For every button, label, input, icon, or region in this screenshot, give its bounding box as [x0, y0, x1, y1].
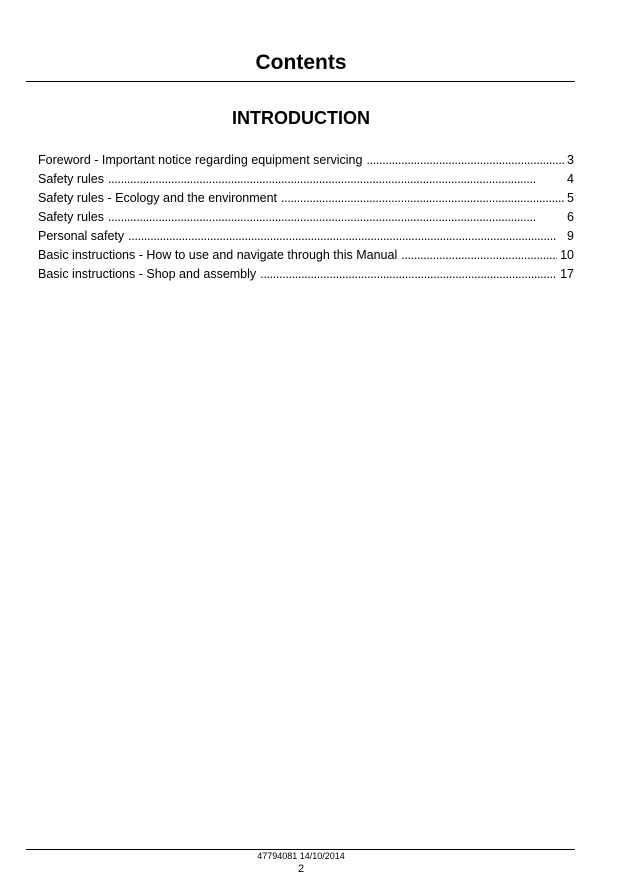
toc-entry[interactable]: [38, 265, 574, 284]
toc-entry[interactable]: [38, 208, 574, 227]
toc-dot-leader: [401, 246, 557, 265]
toc-entry-label: Safety rules: [38, 172, 105, 186]
toc-dot-leader: [281, 189, 564, 208]
toc-dot-leader: [366, 151, 564, 170]
toc-dot-leader: [108, 170, 564, 189]
toc-entry[interactable]: [38, 151, 574, 170]
toc-entry-page: 17: [560, 267, 574, 281]
toc-entry-page: 5: [567, 191, 574, 205]
toc-entry-label: Foreword - Important notice regarding equipment servicing: [38, 153, 363, 167]
toc-entry[interactable]: [38, 246, 574, 265]
toc-dot-leader: [128, 227, 564, 246]
footer-divider: [26, 849, 575, 850]
document-code: 47794081 14/10/2014: [257, 851, 345, 861]
toc-entry-page: 10: [560, 248, 574, 262]
toc-entry-page: 9: [567, 229, 574, 243]
toc-entry-page: 3: [567, 153, 574, 167]
toc-entry[interactable]: [38, 189, 574, 208]
toc-dot-leader: [108, 208, 564, 227]
table-of-contents: [38, 151, 574, 284]
page-title: Contents: [255, 51, 347, 74]
toc-entry-page: 6: [567, 210, 574, 224]
toc-entry-label: Basic instructions - Shop and assembly: [38, 267, 257, 281]
toc-entry[interactable]: [38, 170, 574, 189]
toc-entry-label: Safety rules: [38, 210, 105, 224]
toc-entry-label: Basic instructions - How to use and navigate through this Manual: [38, 248, 398, 262]
toc-entry-page: 4: [567, 172, 574, 186]
section-title: INTRODUCTION: [232, 108, 370, 128]
toc-entry-label: Safety rules - Ecology and the environment: [38, 191, 278, 205]
toc-entry-label: Personal safety: [38, 229, 125, 243]
page-number: 2: [297, 863, 305, 875]
title-divider: [26, 81, 575, 82]
toc-dot-leader: [260, 265, 557, 284]
toc-entry[interactable]: [38, 227, 574, 246]
